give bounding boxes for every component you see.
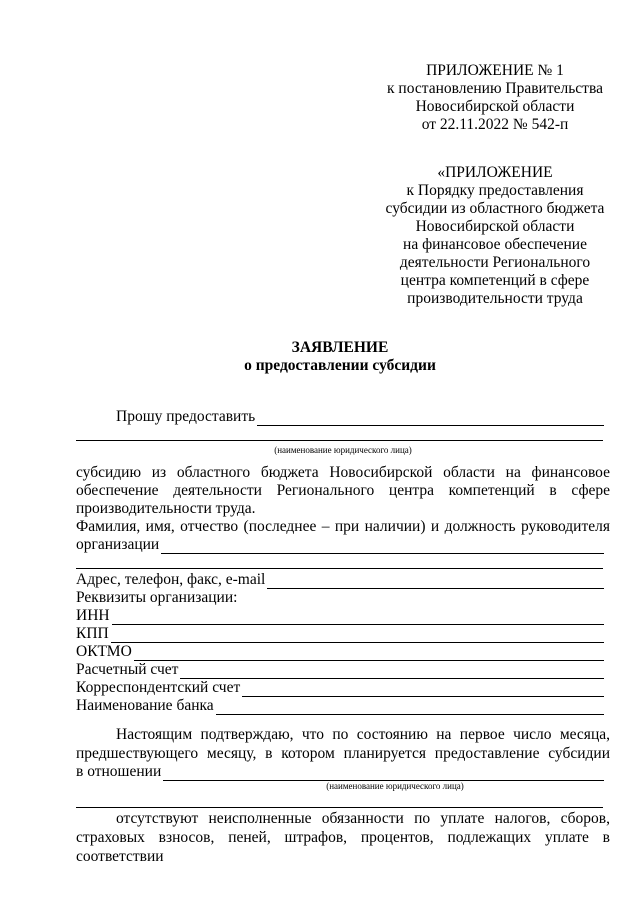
appendix-region: Новосибирской области	[415, 98, 575, 115]
procedure-appendix-line: к Порядку предоставления	[406, 182, 584, 199]
head-fio-line2	[76, 568, 603, 569]
oktmo-row	[76, 643, 604, 661]
confirmation-line: Настоящим подтверждаю, что по состоянию на первое число месяца,	[116, 726, 610, 743]
regard-entity-field[interactable]	[163, 766, 604, 781]
requisites-row	[76, 589, 604, 607]
kpp-row	[76, 625, 604, 643]
kpp-label: КПП	[76, 625, 109, 642]
address-row	[76, 571, 604, 589]
account-label: Расчетный счет	[76, 661, 179, 678]
head-fio-label-cont: организации	[76, 536, 160, 553]
head-fio-field[interactable]	[161, 539, 604, 554]
procedure-appendix-line: производительности труда	[407, 290, 583, 307]
requisites-label: Реквизиты организации:	[76, 589, 238, 606]
request-body-line: производительности труда.	[76, 500, 256, 517]
regard-entity-line2	[76, 807, 603, 808]
corr-account-label: Корреспондентский счет	[76, 679, 241, 696]
bank-row	[76, 697, 604, 715]
bank-label: Наименование банка	[76, 697, 214, 714]
confirmation-after-line: страховых взносов, пеней, штрафов, процентов, подлежащих уплате в соответствии	[76, 829, 610, 865]
corr-account-row	[76, 679, 604, 697]
procedure-appendix-line: Новосибирской области	[415, 218, 575, 235]
appendix-number: ПРИЛОЖЕНИЕ № 1	[426, 62, 564, 79]
request-line	[116, 408, 604, 426]
corr-account-field[interactable]	[242, 682, 604, 697]
regard-row	[76, 763, 604, 781]
regard-label: в отношении	[76, 763, 162, 780]
account-field[interactable]	[180, 664, 604, 679]
legal-entity-caption: (наименование юридического лица)	[274, 445, 412, 455]
account-row	[76, 661, 604, 679]
address-label: Адрес, телефон, факс, e-mail	[76, 571, 266, 588]
procedure-appendix-line: на финансовое обеспечение	[403, 236, 587, 253]
address-field[interactable]	[267, 574, 604, 589]
appendix-date-number: от 22.11.2022 № 542-п	[421, 116, 569, 133]
request-body-line: обеспечение деятельности Регионального центра компетенций в сфере	[76, 482, 610, 499]
head-fio-label: Фамилия, имя, отчество (последнее – при наличии) и должность руководителя	[76, 518, 610, 535]
bank-field[interactable]	[216, 700, 604, 715]
procedure-appendix-line: деятельности Регионального	[399, 254, 591, 271]
procedure-appendix-line: субсидии из областного бюджета	[385, 200, 605, 217]
confirmation-line: предшествующего месяцу, в котором планируется предоставление субсидии	[76, 745, 610, 762]
head-fio-row	[76, 536, 604, 554]
procedure-appendix-line: «ПРИЛОЖЕНИЕ	[437, 164, 553, 181]
appendix-resolution: к постановлению Правительства	[387, 80, 603, 97]
regard-caption: (наименование юридического лица)	[326, 781, 464, 791]
document-title: ЗАЯВЛЕНИЕ	[291, 339, 389, 356]
inn-label: ИНН	[76, 607, 110, 624]
document-subtitle: о предоставлении субсидии	[244, 357, 436, 374]
request-lead: Прошу предоставить	[116, 408, 256, 425]
kpp-field[interactable]	[111, 628, 604, 643]
inn-row	[76, 607, 604, 625]
legal-entity-name-line	[76, 440, 603, 441]
oktmo-field[interactable]	[134, 646, 604, 661]
confirmation-after-line: отсутствуют неисполненные обязанности по уплате налогов, сборов,	[116, 810, 610, 827]
oktmo-label: ОКТМО	[76, 643, 132, 660]
inn-field[interactable]	[112, 610, 604, 625]
legal-entity-name-field[interactable]	[257, 411, 604, 426]
request-body-line: субсидию из областного бюджета Новосибирской области на финансовое	[76, 464, 610, 481]
procedure-appendix-line: центра компетенций в сфере	[400, 272, 590, 289]
